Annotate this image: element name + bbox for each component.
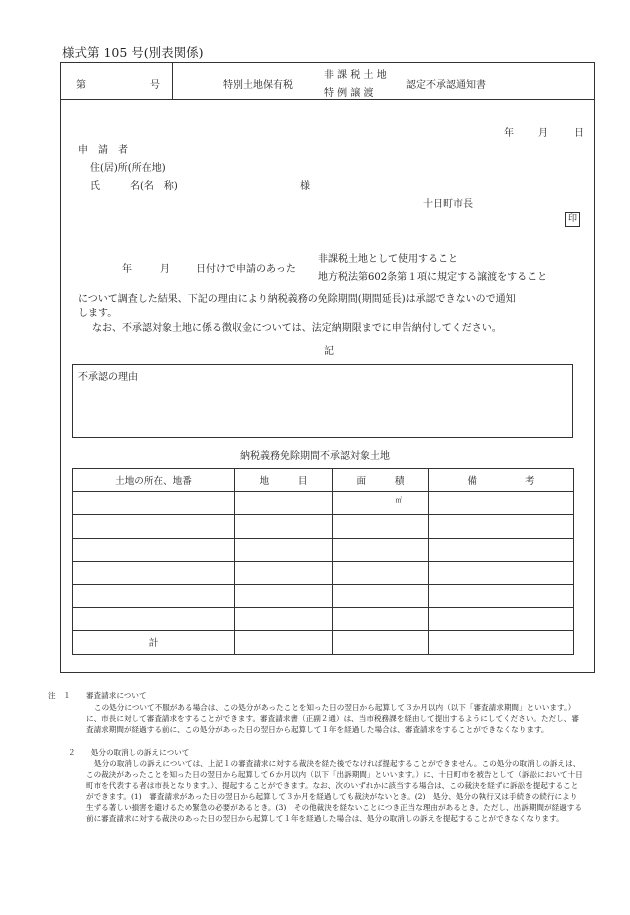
address-label: 住(居)所(所在地)	[90, 163, 166, 174]
body-date-suffix: 日付けで申請のあった	[196, 264, 296, 275]
option-1: 非課税土地として使用すること	[318, 254, 458, 265]
type-line-2: 特 例 譲 渡	[324, 88, 374, 99]
body-sentence-1: について調査した結果、下記の理由により納税義務の免除期間(期間延長)は承認できないので通知	[78, 294, 516, 305]
reason-label: 不承認の理由	[78, 372, 138, 383]
header-divider	[172, 62, 173, 100]
table-row	[73, 584, 574, 607]
land-table	[72, 468, 574, 655]
doc-title: 認定不承認通知書	[406, 80, 486, 91]
date-year: 年	[504, 128, 514, 139]
area-unit: ㎡	[395, 495, 402, 504]
col-location: 土地の所在、地番	[73, 469, 235, 492]
note-1-title: 注 １ 審査請求について	[48, 691, 147, 700]
table-row	[73, 561, 574, 584]
option-2: 地方税法第602条第１項に規定する譲渡をすること	[318, 272, 548, 283]
total-label: 計	[73, 631, 235, 654]
form-number: 様式第 105 号(別表関係)	[62, 45, 204, 60]
issuer-name: 十日町市長	[423, 199, 473, 210]
applicant-label: 申 請 者	[78, 145, 128, 156]
note-1-body: この処分について不服がある場合は、この処分があったことを知った日の翌日から起算して３か月以内（以下「審査請求期間」といいます。）に、市長に対して審査請求をすることができます。審査請求書（正副２通）は、当市税務課を経由して提出するようにしてください。ただし、審査請求期間が経過する前に、この処分があった日の翌日から起算して１年を経過した場合は、審査請求をすることができなくなります。	[86, 703, 579, 734]
note-2-title: ２ 処分の取消しの訴えについて	[68, 748, 190, 757]
land-table-title: 納税義務免除期間不承認対象土地	[240, 451, 390, 462]
table-row	[73, 538, 574, 561]
seal-mark: 印	[565, 212, 580, 227]
reason-box	[72, 364, 573, 438]
col-remarks: 備 考	[429, 469, 574, 492]
number-label-dai: 第	[76, 80, 86, 91]
note-2-body: 処分の取消しの訴えについては、上記１の審査請求に対する裁決を経た後でなければ提起することができません。この処分の取消しの訴えは、この裁決があったことを知った日の翌日から起算して６か月以内（以下「出訴期間」といいます。）に、十日町市を被告として（訴訟において十日町市を代表する者は市長となります。）、提起することができます。なお、次のいずれかに該当する場合は、この裁決を経ずに訴訟を提起することができます。(1) 審査請求があった日の翌日から起算して３か月を経過しても裁決がないとき。(2) 処分、処分の執行又は手続きの続行により生ずる著しい損害を避けるため緊急の必要があるとき。(3) その他裁決を経ないことにつき正当な理由があるとき。ただし、出訴期間が経過する前に審査請求に対する裁決のあった日の翌日から起算して１年を経過した場合は、処分の取消しの訴えを提起することができなくなります。	[86, 759, 583, 823]
col-area: 面 積	[333, 469, 429, 492]
ki-label: 記	[324, 346, 334, 357]
col-land-category: 地 目	[235, 469, 333, 492]
table-row	[73, 608, 574, 631]
body-sentence-3: なお、不承認対象土地に係る徴収金については、法定納期限までに申告納付してください。	[92, 323, 502, 334]
body-date-month: 月	[160, 264, 170, 275]
date-month: 月	[538, 128, 548, 139]
body-date-year: 年	[122, 264, 132, 275]
date-day: 日	[574, 128, 584, 139]
table-row	[73, 492, 574, 515]
name-label: 氏 名(名 称)	[90, 181, 178, 192]
tax-name: 特別土地保有税	[223, 80, 293, 91]
land-table-header	[73, 469, 574, 492]
type-line-1: 非 課 税 土 地	[324, 70, 387, 81]
table-row	[73, 515, 574, 538]
table-total-row	[73, 631, 574, 654]
sama-label: 様	[300, 181, 310, 192]
body-sentence-2: します。	[78, 308, 118, 319]
number-label-go: 号	[150, 80, 160, 91]
